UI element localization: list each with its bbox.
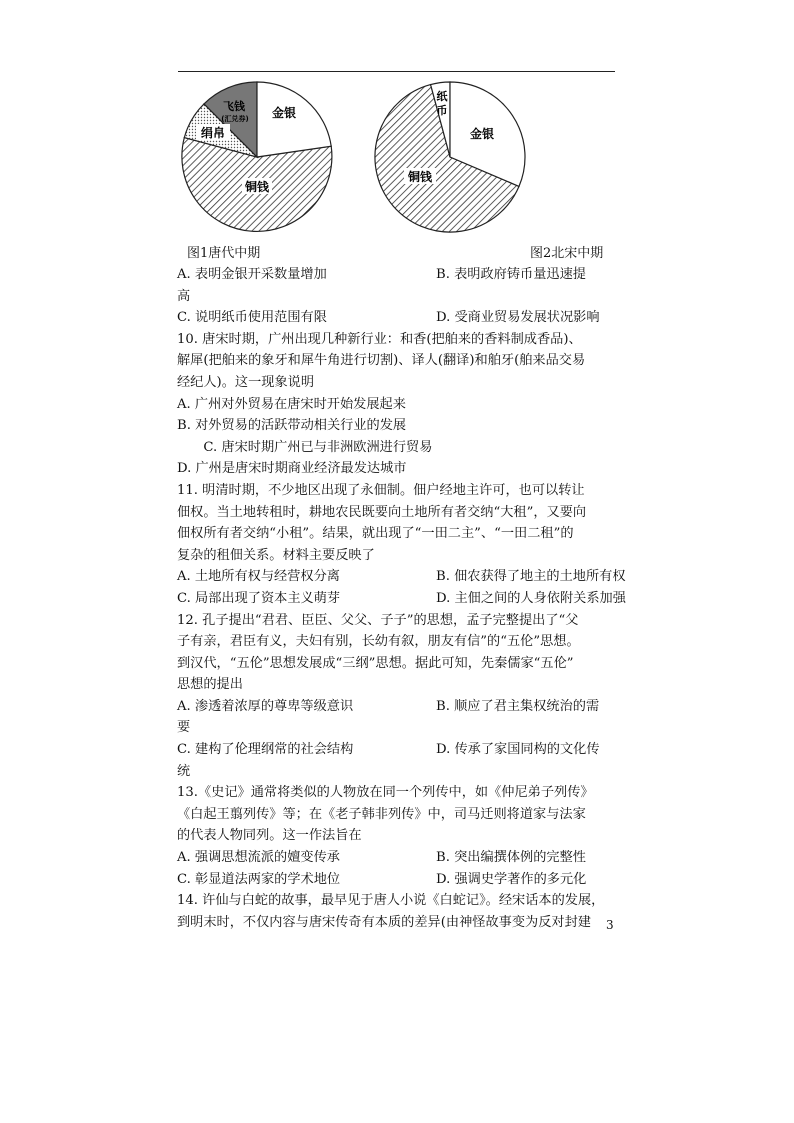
text-line bbox=[177, 825, 617, 847]
line-text: 到明末时，不仅内容与唐宋传奇有本质的差异(由神怪故事变为反对封建 bbox=[177, 914, 591, 930]
line-text: 佃权所有者交纳“小租”。结果，就出现了“一田二主”、“一田二租”的 bbox=[177, 526, 574, 542]
text-line bbox=[177, 350, 617, 372]
text-line bbox=[177, 869, 617, 891]
line-text: B. 对外贸易的活跃带动相关行业的发展 bbox=[177, 418, 407, 434]
text-line bbox=[177, 437, 617, 459]
line-text: 12. 孔子提出“君君、臣臣、父父、子子”的思想，孟子完整提出了“父 bbox=[177, 612, 579, 628]
text-line bbox=[177, 545, 617, 567]
line-text: 13.《史记》通常将类似的人物放在同一个列传中，如《仲尼弟子列传》 bbox=[177, 785, 594, 801]
fig2-caption: 图2北宋中期 bbox=[530, 246, 604, 261]
line-text: C. 说明纸币使用范围有限 bbox=[177, 310, 327, 326]
line-text: C. 唐宋时期广州已与非洲欧洲进行贸易 bbox=[177, 439, 433, 455]
pie2-gold-label: 金银 bbox=[469, 127, 495, 141]
pie2-copper-label: 铜钱 bbox=[407, 170, 433, 184]
line-text: 10. 唐宋时期，广州出现几种新行业：和香(把舶来的香料制成香品)、 bbox=[177, 331, 582, 347]
text-line bbox=[177, 588, 626, 610]
text-line bbox=[177, 912, 617, 934]
line-text: D. 广州是唐宋时期商业经济最发达城市 bbox=[177, 461, 407, 477]
option-right: B. 突出编撰体例的完整性 bbox=[436, 850, 586, 866]
text-line bbox=[177, 307, 617, 329]
text-line bbox=[177, 480, 617, 502]
text-line bbox=[177, 804, 617, 826]
line-text: 《白起王翦列传》等；在《老子韩非列传》中，司马迁则将道家与法家 bbox=[177, 806, 586, 822]
option-right: B. 表明政府铸币量迅速提 bbox=[436, 267, 586, 282]
text-line bbox=[177, 372, 617, 394]
line-text: 到汉代，“五伦”思想发展成“三纲”思想。据此可知，先秦儒家“五伦” bbox=[177, 655, 574, 671]
line-text: 思想的提出 bbox=[177, 677, 243, 693]
pie1-feiqian-label: 飞钱 bbox=[223, 100, 245, 113]
text-line bbox=[177, 696, 617, 718]
line-text: 佃权。当土地转租时，耕地农民既要向土地所有者交纳“大租”，又要向 bbox=[177, 504, 587, 520]
pie2-paper-label-2: 币 bbox=[436, 104, 448, 117]
line-text: 子有亲，君臣有义，夫妇有别，长幼有叙，朋友有信”的“五伦”思想。 bbox=[177, 634, 580, 650]
page-number: 3 bbox=[606, 918, 614, 932]
text-line bbox=[177, 674, 617, 696]
line-text: 要 bbox=[177, 720, 191, 736]
pie1-copper-label: 铜钱 bbox=[244, 180, 270, 194]
line-text: C. 局部出现了资本主义萌芽 bbox=[177, 590, 341, 606]
option-right: B. 顺应了君主集权统治的需 bbox=[436, 698, 600, 714]
pie1-gold-label: 金银 bbox=[271, 106, 297, 120]
text-line bbox=[177, 458, 617, 480]
text-line bbox=[177, 415, 617, 437]
line-text: 经纪人)。这一现象说明 bbox=[177, 374, 315, 390]
text-line bbox=[177, 264, 617, 286]
text-line bbox=[177, 610, 617, 632]
text-line bbox=[177, 890, 617, 912]
line-text: 11. 明清时期，不少地区出现了永佃制。佃户经地主许可，也可以转让 bbox=[177, 482, 585, 498]
pie-fig1 bbox=[182, 82, 332, 231]
line-text: A. 土地所有权与经营权分离 bbox=[177, 569, 340, 585]
line-text: A. 渗透着浓厚的尊卑等级意识 bbox=[177, 698, 354, 714]
header-rule bbox=[178, 71, 615, 72]
pie-charts-svg bbox=[176, 80, 616, 240]
line-text: 统 bbox=[177, 763, 191, 779]
text-line bbox=[177, 847, 617, 869]
pie-charts bbox=[176, 80, 616, 240]
line-text: 解犀(把舶来的象牙和犀牛角进行切割)、译人(翻译)和舶牙(舶来品交易 bbox=[177, 353, 586, 369]
text-line bbox=[177, 761, 617, 783]
text-line bbox=[177, 653, 617, 675]
text-line bbox=[177, 329, 617, 351]
line-text: C. 建构了伦理纲常的社会结构 bbox=[177, 742, 354, 758]
line-text: 高 bbox=[177, 288, 191, 304]
text-line bbox=[177, 631, 617, 653]
line-text: 14. 许仙与白蛇的故事，最早见于唐人小说《白蛇记》。经宋话本的发展， bbox=[177, 893, 605, 909]
text-line bbox=[177, 502, 617, 524]
option-right: D. 主佃之间的人身依附关系加强 bbox=[436, 590, 626, 606]
option-right: B. 佃农获得了地主的土地所有权 bbox=[436, 569, 626, 585]
line-text: A. 表明金银开采数量增加 bbox=[177, 267, 327, 282]
text-line bbox=[177, 739, 617, 761]
option-right: D. 传承了家国同构的文化传 bbox=[436, 742, 600, 758]
question-text bbox=[177, 264, 626, 933]
line-text: A. 强调思想流派的嬗变传承 bbox=[177, 850, 340, 866]
text-line bbox=[177, 566, 626, 588]
fig1-caption: 图1唐代中期 bbox=[187, 246, 261, 261]
line-text: C. 彰显道法两家的学术地位 bbox=[177, 871, 341, 887]
line-text: A. 广州对外贸易在唐宋时开始发展起来 bbox=[177, 396, 406, 412]
pie1-silk-label: 绢帛 bbox=[200, 126, 226, 140]
pie1-feiqian-sublabel: (汇兑券) bbox=[221, 115, 249, 123]
pie-fig2 bbox=[375, 82, 525, 232]
line-text: 的代表人物同列。这一作法旨在 bbox=[177, 828, 362, 844]
option-right: D. 强调史学著作的多元化 bbox=[436, 871, 587, 887]
option-right: D. 受商业贸易发展状况影响 bbox=[436, 310, 600, 326]
text-line bbox=[177, 782, 617, 804]
text-line bbox=[177, 717, 617, 739]
line-text: 复杂的租佃关系。材料主要反映了 bbox=[177, 547, 375, 563]
text-line bbox=[177, 523, 617, 545]
pie2-paper-label-1: 纸 bbox=[436, 90, 448, 103]
text-line bbox=[177, 394, 617, 416]
text-line bbox=[177, 286, 617, 308]
